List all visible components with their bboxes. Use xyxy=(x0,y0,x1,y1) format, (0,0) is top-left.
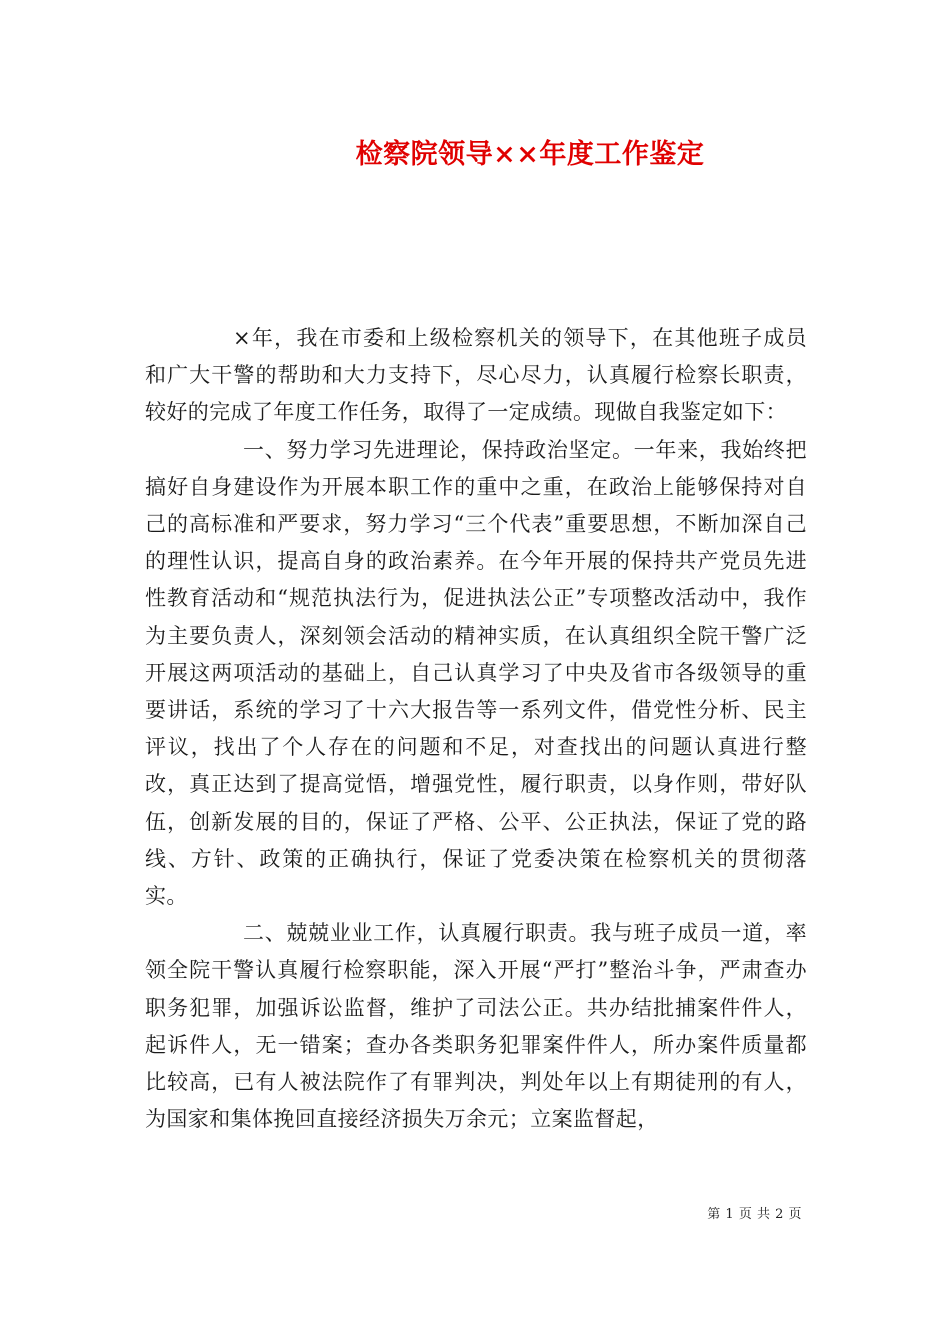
paragraph-section-one: 一、努力学习先进理论，保持政治坚定。一年来，我始终把搞好自身建设作为开展本职工作的重中之重，在政治上能够保持对自己的高标准和严要求，努力学习“三个代表”重要思想，不断加深自己的理性认识，提高自身的政治素养。在今年开展的保持共产党员先进性教育活动和“规范执法行为，促进执法公正”专项整改活动中，我作为主要负责人，深刻领会活动的精神实质，在认真组织全院干警广泛开展这两项活动的基础上，自己认真学习了中央及省市各级领导的重要讲话，系统的学习了十六大报告等一系列文件，借党性分析、民主评议，找出了个人存在的问题和不足，对查找出的问题认真进行整改，真正达到了提高觉悟，增强党性，履行职责，以身作则，带好队伍，创新发展的目的，保证了严格、公平、公正执法，保证了党的路线、方针、政策的正确执行，保证了党委决策在检察机关的贯彻落实。 xyxy=(145,437,807,909)
document-body xyxy=(145,320,807,1138)
paragraph-section-two: 二、兢兢业业工作，认真履行职责。我与班子成员一道，率领全院干警认真履行检察职能，深入开展“严打”整治斗争，严肃查办职务犯罪，加强诉讼监督，维护了司法公正。共办结批捕案件件人，起诉件人，无一错案；查办各类职务犯罪案件件人，所办案件质量都比较高，已有人被法院作了有罪判决，判处年以上有期徒刑的有人，为国家和集体挽回直接经济损失万余元；立案监督起， xyxy=(145,921,807,1132)
page-number-footer: 第 1 页 共 2 页 xyxy=(707,1207,802,1222)
paragraph-intro: ×年，我在市委和上级检察机关的领导下，在其他班子成员和广大干警的帮助和大力支持下，尽心尽力，认真履行检察长职责，较好的完成了年度工作任务，取得了一定成绩。现做自我鉴定如下： xyxy=(145,326,807,425)
document-title: 检察院领导××年度工作鉴定 xyxy=(355,139,705,170)
